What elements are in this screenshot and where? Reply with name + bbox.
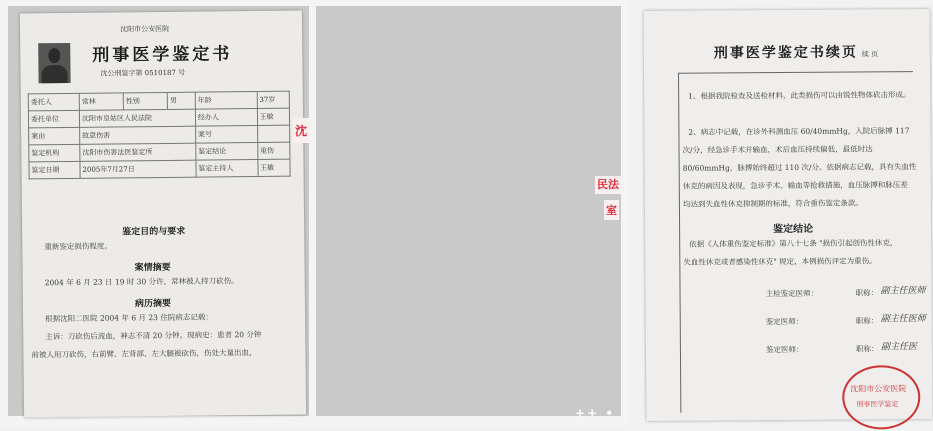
sig2-label: 鉴定医师：: [765, 316, 804, 327]
para2-line: 均达到失血性休克抑制期的标准，符合重伤鉴定条款。: [682, 198, 863, 209]
section-case-title: 案情摘要: [134, 262, 171, 274]
page2-paper: [644, 9, 933, 421]
section-purpose-title: 鉴定目的与要求: [122, 226, 186, 238]
table-row: [29, 159, 290, 179]
section-record-line: 根据沈阳二医院 2004 年 6 月 23 住院病志记载：: [45, 312, 213, 324]
table-cell: 委托人: [28, 93, 79, 111]
table-cell: 2005年7月27日: [80, 160, 196, 178]
table-cell: 鉴定机构: [29, 144, 80, 162]
left-photo: [8, 6, 309, 416]
seal-text: 沈阳市公安医院: [850, 384, 907, 394]
sig2-title: 副主任医师: [880, 314, 926, 325]
page2-title: 刑事医学鉴定书续页: [713, 44, 858, 62]
hospital-name: 沈阳市公安医院: [120, 24, 170, 34]
para2-line: 2、病志中记载，在诊外科测血压 60/40mmHg，入院后脉搏 117: [688, 126, 910, 137]
table-cell: 重伤: [257, 142, 290, 159]
photo-shoulder: [41, 65, 67, 83]
para2-line: 休克的病因及表现，急诊手术、输血等抢救措施，血压脉搏和脉压差: [682, 180, 908, 191]
doc-number: 沈公刑鉴字第 0510187 号: [100, 68, 186, 78]
table-cell: 故意伤害: [80, 126, 196, 144]
para2-line: 次/分，经急诊手术并输血，术后血压持续偏低，最低时达: [682, 144, 873, 155]
red-side-mark: 沈: [293, 118, 309, 143]
table-cell: 委托单位: [28, 110, 79, 128]
page1-title: 刑事医学鉴定书: [92, 44, 233, 66]
info-table: [28, 91, 291, 180]
table-cell: 沈阳市皇姑区人民法院: [79, 109, 195, 127]
table-cell: 案由: [29, 127, 80, 145]
sig3-label: 鉴定医师：: [765, 344, 804, 355]
table-cell: 男: [167, 92, 195, 109]
conclusion-title: 鉴定结论: [773, 223, 814, 236]
right-photo: [316, 6, 926, 416]
para1: 1、根据我院检查及送检材料，此类损伤可以由锐性物体砍击形成。: [688, 90, 911, 101]
para2-line: 80/60mmHg，脉搏始终超过 110 次/分。依据病志记载，具有失血性: [682, 162, 917, 173]
official-seal: [842, 365, 920, 430]
conclusion-line: 依据《人体重伤鉴定标准》第八十七条 "损伤引起创伤性休克，: [689, 238, 898, 249]
margin-rule: [678, 73, 681, 413]
section-purpose-body: 重新鉴定损伤程度。: [44, 241, 112, 252]
person-photo: [38, 43, 70, 83]
table-cell: 常林: [79, 93, 123, 110]
table-cell: 鉴定日期: [29, 161, 80, 179]
sig1-label: 主检鉴定医师：: [765, 288, 819, 299]
page2-label: 续 页: [861, 50, 879, 59]
table-cell: 鉴定主持人: [196, 160, 258, 178]
red-side-text-1: 民法: [595, 176, 621, 194]
sig1-title: 副主任医师: [880, 286, 926, 297]
section-record-line: 前被人用刀砍伤，右前臂、左背部、左大腿被砍伤，伤处大量出血，: [31, 348, 257, 360]
section-record-title: 病历摘要: [134, 298, 172, 310]
header-rule: [678, 71, 913, 74]
table-cell: 年龄: [195, 92, 257, 110]
table-cell: 沈阳市伤害法医鉴定所: [80, 143, 196, 161]
sig3-title: 副主任医: [880, 342, 917, 353]
table-cell: 经办人: [195, 109, 257, 127]
table-cell: 性别: [123, 92, 167, 109]
page1-paper: [20, 11, 306, 418]
sig3-title-label: 职称：: [855, 344, 879, 354]
red-side-text-2: 室: [604, 200, 619, 220]
sig1-title-label: 职称：: [855, 288, 879, 298]
table-cell: [257, 125, 290, 142]
photo-head: [48, 48, 60, 63]
section-case-body: 2004 年 6 月 23 日 19 时 30 分许，常林被人持刀砍伤。: [44, 276, 239, 288]
sig2-title-label: 职称：: [855, 316, 879, 326]
section-record-line: 主诉：刀砍伤后流血，神志不清 20 分钟。现病史：患者 20 分钟: [45, 329, 262, 342]
table-cell: 王敏: [257, 108, 290, 125]
seal-subtext: 刑事医学鉴定: [856, 400, 899, 409]
watermark-dots: ++ •: [575, 406, 615, 420]
table-cell: 鉴定结论: [196, 143, 258, 161]
table-cell: 案号: [195, 126, 257, 144]
table-cell: 王敏: [258, 159, 291, 176]
table-cell: 37岁: [257, 91, 290, 108]
conclusion-line: 失血性休克或者感染性休克" 规定，本例损伤评定为重伤。: [683, 256, 877, 267]
